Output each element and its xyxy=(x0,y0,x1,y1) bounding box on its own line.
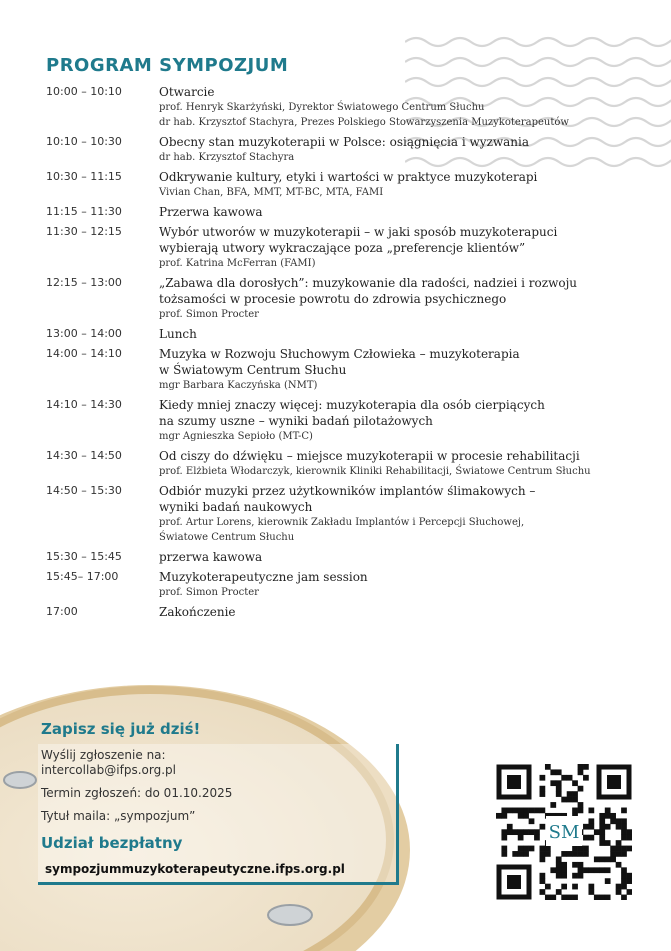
qr-module xyxy=(540,791,546,797)
program-speaker: prof. Katrina McFerran (FAMI) xyxy=(159,258,316,269)
qr-module xyxy=(501,851,507,857)
qr-module xyxy=(594,856,600,862)
qr-module xyxy=(545,884,551,890)
program-time: 17:00 xyxy=(46,605,78,618)
program-item xyxy=(46,326,646,342)
program-time: 11:30 – 12:15 xyxy=(46,225,122,238)
qr-module xyxy=(583,775,589,781)
qr-module xyxy=(545,764,551,770)
program-time: 15:30 – 15:45 xyxy=(46,550,122,563)
email-link[interactable]: intercollab@ifps.org.pl xyxy=(41,763,176,777)
qr-module xyxy=(567,791,573,797)
qr-module xyxy=(599,818,605,824)
qr-module xyxy=(540,878,546,884)
program-schedule xyxy=(46,84,646,624)
qr-module xyxy=(578,867,584,873)
qr-module xyxy=(523,808,529,814)
qr-module xyxy=(627,846,632,852)
qr-module xyxy=(512,851,518,857)
program-details xyxy=(159,224,646,271)
qr-module xyxy=(550,867,556,873)
qr-module xyxy=(529,818,535,824)
qr-module xyxy=(561,862,567,868)
qr-module xyxy=(621,878,627,884)
qr-module xyxy=(545,846,551,852)
qr-module xyxy=(588,818,594,824)
qr-module xyxy=(550,802,556,808)
qr-module xyxy=(588,884,594,890)
qr-module xyxy=(621,867,627,873)
qr-module xyxy=(556,856,562,862)
qr-module xyxy=(610,818,616,824)
qr-module xyxy=(621,835,627,841)
qr-module xyxy=(529,829,535,835)
qr-module xyxy=(583,824,589,830)
program-details xyxy=(159,549,646,565)
qr-module xyxy=(523,813,529,819)
qr-module xyxy=(540,846,546,852)
qr-module xyxy=(588,889,594,895)
qr-module xyxy=(534,808,540,814)
qr-module xyxy=(496,813,502,819)
qr-module xyxy=(610,856,616,862)
qr-module xyxy=(578,764,584,770)
qr-module xyxy=(561,867,567,873)
qr-module xyxy=(540,786,546,792)
program-time: 10:00 – 10:10 xyxy=(46,85,122,98)
qr-module xyxy=(556,780,562,786)
program-speaker: dr hab. Krzysztof Stachyra, Prezes Polskiego Stowarzyszenia Muzykoterapeutów xyxy=(159,117,569,128)
program-title-line: Kiedy mniej znaczy więcej: muzykoterapia dla osób cierpiących xyxy=(159,398,545,412)
program-details xyxy=(159,204,646,220)
qr-module xyxy=(507,829,513,835)
qr-module xyxy=(605,878,611,884)
qr-module xyxy=(616,818,622,824)
qr-module xyxy=(583,851,589,857)
qr-module xyxy=(567,775,573,781)
program-speaker: prof. Elżbieta Włodarczyk, kierownik Kliniki Rehabilitacji, Światowe Centrum Słuchu xyxy=(159,466,591,477)
qr-module xyxy=(572,797,578,803)
program-time: 10:10 – 10:30 xyxy=(46,135,122,148)
program-item xyxy=(46,346,646,393)
program-title-line: tożsamości w procesie powrotu do zdrowia psychicznego xyxy=(159,292,507,306)
qr-module xyxy=(529,808,535,814)
qr-module xyxy=(518,835,524,841)
qr-module xyxy=(540,873,546,879)
qr-module xyxy=(578,846,584,852)
qr-module xyxy=(507,808,513,814)
qr-module xyxy=(627,829,632,835)
deadline-text: Termin zgłoszeń: do 01.10.2025 xyxy=(41,786,233,800)
qr-module xyxy=(501,829,507,835)
qr-module xyxy=(550,780,556,786)
qr-module xyxy=(599,824,605,830)
qr-module xyxy=(578,802,584,808)
program-item xyxy=(46,448,646,479)
qr-module xyxy=(567,895,573,900)
program-title-line: przerwa kawowa xyxy=(159,550,263,564)
qr-module xyxy=(545,851,551,857)
qr-module xyxy=(523,851,529,857)
qr-module xyxy=(599,813,605,819)
qr-module xyxy=(501,835,507,841)
qr-module xyxy=(556,769,562,775)
program-item xyxy=(46,569,646,600)
qr-module xyxy=(605,824,611,830)
program-details xyxy=(159,346,646,393)
program-item xyxy=(46,134,646,165)
qr-module xyxy=(616,824,622,830)
qr-module xyxy=(572,884,578,890)
qr-module xyxy=(594,895,600,900)
qr-module xyxy=(605,895,611,900)
program-speaker: mgr Agnieszka Sepioło (MT-C) xyxy=(159,431,313,442)
qr-module xyxy=(518,829,524,835)
program-item xyxy=(46,483,646,545)
qr-module xyxy=(534,835,540,841)
qr-module xyxy=(501,813,507,819)
program-speaker: prof. Simon Procter xyxy=(159,587,259,598)
qr-module xyxy=(556,862,562,868)
registration-section xyxy=(38,720,398,885)
qr-module xyxy=(518,813,524,819)
program-title-line: w Światowym Centrum Słuchu xyxy=(159,363,347,377)
qr-module xyxy=(540,851,546,857)
program-speaker: prof. Simon Procter xyxy=(159,309,259,320)
qr-module xyxy=(572,895,578,900)
send-label: Wyślij zgłoszenie na: xyxy=(41,748,166,762)
qr-module xyxy=(512,829,518,835)
qr-module xyxy=(583,846,589,852)
program-item xyxy=(46,169,646,200)
qr-module xyxy=(572,780,578,786)
qr-module xyxy=(550,769,556,775)
program-title-line: Przerwa kawowa xyxy=(159,205,263,219)
website-link[interactable]: sympozjummuzykoterapeutyczne.ifps.org.pl xyxy=(45,862,345,876)
qr-module xyxy=(572,851,578,857)
program-speaker: Światowe Centrum Słuchu xyxy=(159,532,295,543)
program-item xyxy=(46,224,646,271)
program-details xyxy=(159,448,646,479)
qr-module xyxy=(627,835,632,841)
program-title-line: Otwarcie xyxy=(159,85,215,99)
qr-module xyxy=(578,769,584,775)
qr-module xyxy=(572,808,578,814)
qr-module xyxy=(610,851,616,857)
qr-module xyxy=(583,764,589,770)
qr-module xyxy=(616,884,622,890)
qr-module xyxy=(572,791,578,797)
program-speaker: prof. Artur Lorens, kierownik Zakładu Implantów i Percepcji Słuchowej, xyxy=(159,517,525,528)
program-time: 13:00 – 14:00 xyxy=(46,327,122,340)
qr-module xyxy=(534,829,540,835)
qr-module xyxy=(501,846,507,852)
program-title-line: Zakończenie xyxy=(159,605,236,619)
qr-module xyxy=(627,878,632,884)
qr-module xyxy=(518,808,524,814)
qr-module xyxy=(518,851,524,857)
program-details xyxy=(159,569,646,600)
program-title-line: Od ciszy do dźwięku – miejsce muzykoterapii w procesie rehabilitacji xyxy=(159,449,580,463)
qr-module xyxy=(578,786,584,792)
qr-module xyxy=(616,889,622,895)
program-title-line: Odbiór muzyki przez użytkowników implantów ślimakowych – xyxy=(159,484,536,498)
program-title-line: na szumy uszne – wyniki badań pilotażowych xyxy=(159,414,433,428)
qr-module xyxy=(621,818,627,824)
program-speaker: prof. Henryk Skarżyński, Dyrektor Światowego Centrum Słuchu xyxy=(159,102,485,113)
program-speaker: dr hab. Krzysztof Stachyra xyxy=(159,152,295,163)
program-speaker: Vivian Chan, BFA, MMT, MT-BC, MTA, FAMI xyxy=(159,187,384,198)
qr-module xyxy=(621,824,627,830)
qr-module xyxy=(605,856,611,862)
qr-module xyxy=(621,884,627,890)
qr-module xyxy=(605,808,611,814)
program-time: 14:00 – 14:10 xyxy=(46,347,122,360)
program-title-line: wyniki badań naukowych xyxy=(159,500,313,514)
qr-module xyxy=(518,846,524,852)
program-time: 15:45– 17:00 xyxy=(46,570,119,583)
registration-box xyxy=(38,744,399,885)
qr-module xyxy=(599,829,605,835)
qr-module xyxy=(621,851,627,857)
qr-module xyxy=(567,851,573,857)
qr-module xyxy=(621,873,627,879)
program-details xyxy=(159,84,646,130)
qr-module xyxy=(621,895,627,900)
qr-module xyxy=(567,797,573,803)
program-title-line: „Zabawa dla dorosłych”: muzykowanie dla radości, nadziei i rozwoju xyxy=(159,276,578,290)
qr-module xyxy=(583,867,589,873)
qr-module xyxy=(583,835,589,841)
qr-module xyxy=(556,873,562,879)
qr-module xyxy=(616,846,622,852)
program-speaker: mgr Barbara Kaczyńska (NMT) xyxy=(159,380,318,391)
program-title-line: Muzykoterapeutyczne jam session xyxy=(159,570,368,584)
program-details xyxy=(159,604,646,620)
qr-module xyxy=(588,867,594,873)
qr-module xyxy=(605,840,611,846)
qr-module xyxy=(621,846,627,852)
qr-module xyxy=(556,786,562,792)
qr-module xyxy=(501,808,507,814)
program-item xyxy=(46,604,646,620)
qr-module xyxy=(588,835,594,841)
page-title: PROGRAM SYMPOZJUM xyxy=(46,55,289,76)
program-time: 14:10 – 14:30 xyxy=(46,398,122,411)
registration-heading: Zapisz się już dziś! xyxy=(41,720,201,738)
qr-module xyxy=(588,824,594,830)
program-details xyxy=(159,275,646,322)
program-time: 10:30 – 11:15 xyxy=(46,170,122,183)
qr-module xyxy=(599,867,605,873)
qr-module xyxy=(540,775,546,781)
qr-module xyxy=(627,889,632,895)
subject-text: Tytuł maila: „sympozjum” xyxy=(41,809,196,823)
qr-module xyxy=(523,846,529,852)
qr-module xyxy=(594,829,600,835)
program-title-line: Lunch xyxy=(159,327,197,341)
qr-module xyxy=(561,884,567,890)
qr-module xyxy=(550,895,556,900)
program-item xyxy=(46,397,646,444)
qr-module xyxy=(616,851,622,857)
program-details xyxy=(159,483,646,545)
qr-module xyxy=(572,873,578,879)
qr-module xyxy=(616,840,622,846)
qr-logo-text: SM xyxy=(548,822,580,843)
program-item xyxy=(46,84,646,130)
qr-module xyxy=(599,856,605,862)
qr-module xyxy=(621,808,627,814)
program-time: 12:15 – 13:00 xyxy=(46,276,122,289)
qr-module xyxy=(556,889,562,895)
program-title-line: Wybór utworów w muzykoterapii – w jaki sposób muzykoterapuci xyxy=(159,225,558,239)
qr-module xyxy=(588,808,594,814)
qr-module xyxy=(540,889,546,895)
qr-module xyxy=(578,808,584,814)
qr-module xyxy=(529,846,535,852)
qr-module xyxy=(578,873,584,879)
program-details xyxy=(159,397,646,444)
program-title-line: wybierają utwory wykraczające poza „preferencje klientów” xyxy=(159,241,526,255)
program-item xyxy=(46,275,646,322)
qr-module xyxy=(556,867,562,873)
qr-module xyxy=(572,862,578,868)
qr-module xyxy=(545,895,551,900)
qr-module xyxy=(578,851,584,857)
free-participation: Udział bezpłatny xyxy=(41,834,183,852)
qr-module xyxy=(556,791,562,797)
program-time: 14:30 – 14:50 xyxy=(46,449,122,462)
qr-module xyxy=(605,813,611,819)
program-title-line: Odkrywanie kultury, etyki i wartości w praktyce muzykoterapi xyxy=(159,170,538,184)
qr-module xyxy=(594,867,600,873)
qr-module xyxy=(512,808,518,814)
qr-code[interactable] xyxy=(496,764,632,900)
qr-module xyxy=(523,829,529,835)
qr-module xyxy=(578,862,584,868)
qr-module xyxy=(507,824,513,830)
program-title-line: Muzyka w Rozwoju Słuchowym Człowieka – muzykoterapia xyxy=(159,347,520,361)
qr-module xyxy=(572,846,578,852)
program-details xyxy=(159,169,646,200)
qr-module xyxy=(561,851,567,857)
program-title-line: Obecny stan muzykoterapii w Polsce: osiągnięcia i wyzwania xyxy=(159,135,530,149)
qr-module xyxy=(540,824,546,830)
program-time: 11:15 – 11:30 xyxy=(46,205,122,218)
qr-module xyxy=(610,846,616,852)
qr-module xyxy=(599,835,605,841)
qr-module xyxy=(540,808,546,814)
program-time: 14:50 – 15:30 xyxy=(46,484,122,497)
qr-module xyxy=(599,840,605,846)
qr-module xyxy=(605,867,611,873)
qr-module xyxy=(561,873,567,879)
qr-module xyxy=(540,856,546,862)
qr-module xyxy=(621,829,627,835)
qr-module xyxy=(599,895,605,900)
program-details xyxy=(159,326,646,342)
qr-module xyxy=(616,862,622,868)
qr-module xyxy=(627,873,632,879)
program-item xyxy=(46,204,646,220)
qr-module xyxy=(561,797,567,803)
qr-module xyxy=(610,813,616,819)
program-details xyxy=(159,134,646,165)
program-item xyxy=(46,549,646,565)
qr-module xyxy=(561,895,567,900)
qr-module xyxy=(561,775,567,781)
